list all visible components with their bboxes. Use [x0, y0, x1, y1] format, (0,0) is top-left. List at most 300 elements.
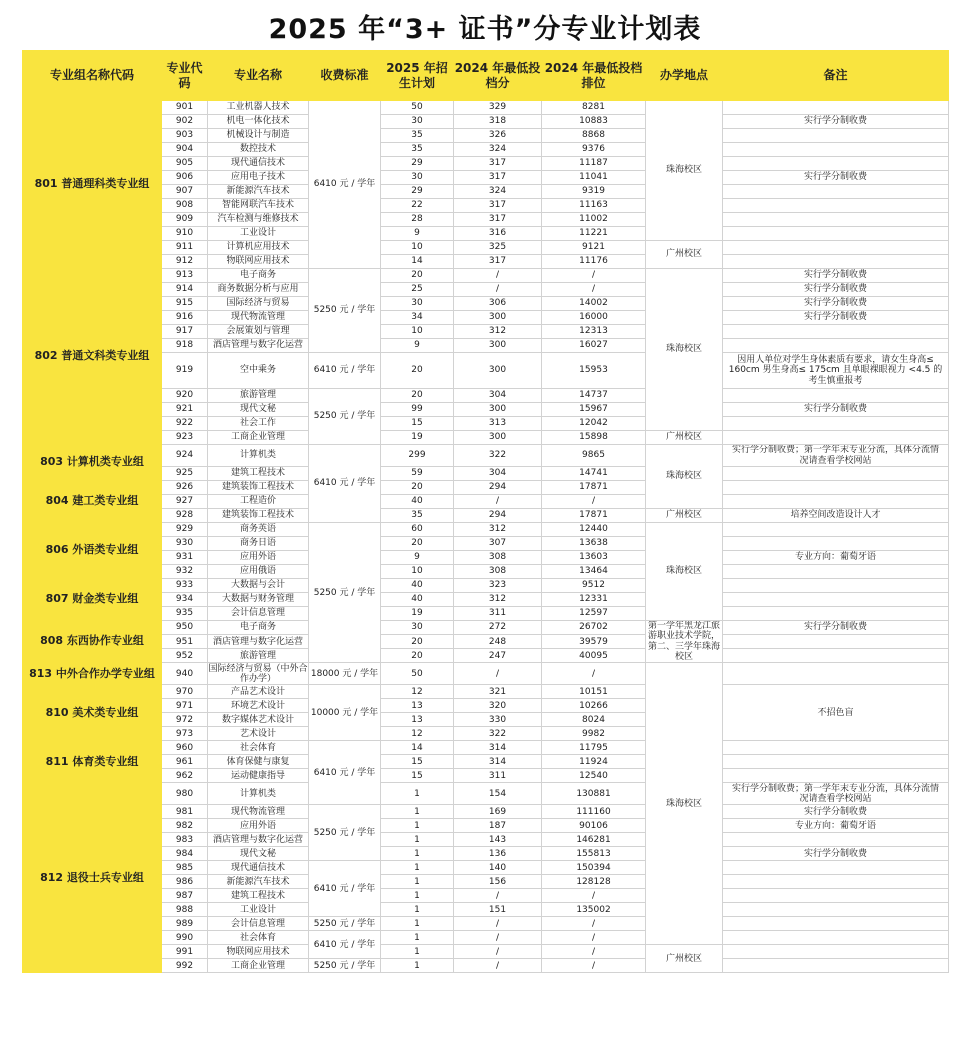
- major-code-cell: 991: [162, 945, 208, 959]
- plan-cell: 1: [381, 819, 454, 833]
- min-score-cell: 311: [454, 607, 542, 621]
- fee-cell: 6410 元 / 学年: [309, 861, 381, 917]
- min-score-cell: 300: [454, 339, 542, 353]
- major-name-cell: 建筑工程技术: [208, 889, 309, 903]
- note-cell: [723, 339, 949, 353]
- min-score-cell: 312: [454, 593, 542, 607]
- major-name-cell: 旅游管理: [208, 389, 309, 403]
- major-name-cell: 大数据与财务管理: [208, 593, 309, 607]
- min-score-cell: /: [454, 269, 542, 283]
- note-cell: [723, 495, 949, 509]
- note-cell: 实行学分制收费: [723, 847, 949, 861]
- plan-cell: 10: [381, 241, 454, 255]
- note-cell: 不招色盲: [723, 685, 949, 741]
- major-name-cell: 电子商务: [208, 621, 309, 635]
- min-rank-cell: /: [542, 959, 646, 973]
- min-score-cell: 323: [454, 579, 542, 593]
- plan-cell: 30: [381, 115, 454, 129]
- note-cell: 实行学分制收费: [723, 311, 949, 325]
- major-code-cell: 917: [162, 325, 208, 339]
- major-code-cell: 962: [162, 769, 208, 783]
- group-cell: 813 中外合作办学专业组: [23, 663, 162, 685]
- major-name-cell: 现代文秘: [208, 403, 309, 417]
- min-score-cell: 312: [454, 325, 542, 339]
- table-row: [23, 241, 949, 255]
- plan-cell: 99: [381, 403, 454, 417]
- fee-cell: 5250 元 / 学年: [309, 959, 381, 973]
- plan-cell: 1: [381, 917, 454, 931]
- group-cell: 808 东西协作专业组: [23, 621, 162, 663]
- note-cell: [723, 565, 949, 579]
- plan-cell: 15: [381, 769, 454, 783]
- min-score-cell: 318: [454, 115, 542, 129]
- min-rank-cell: /: [542, 269, 646, 283]
- major-name-cell: 机械设计与制造: [208, 129, 309, 143]
- table-row: [23, 389, 949, 403]
- major-name-cell: 物联网应用技术: [208, 255, 309, 269]
- min-score-cell: 300: [454, 353, 542, 389]
- major-code-cell: 927: [162, 495, 208, 509]
- group-cell: 812 退役士兵专业组: [23, 783, 162, 973]
- plan-cell: 12: [381, 685, 454, 699]
- major-code-cell: 908: [162, 199, 208, 213]
- table-row: [23, 403, 949, 417]
- min-rank-cell: /: [542, 283, 646, 297]
- major-code-cell: 921: [162, 403, 208, 417]
- min-score-cell: 140: [454, 861, 542, 875]
- major-code-cell: 935: [162, 607, 208, 621]
- min-rank-cell: 9121: [542, 241, 646, 255]
- major-name-cell: 环境艺术设计: [208, 699, 309, 713]
- note-cell: [723, 129, 949, 143]
- min-rank-cell: 11924: [542, 755, 646, 769]
- major-code-cell: 985: [162, 861, 208, 875]
- plan-cell: 14: [381, 255, 454, 269]
- table-row: [23, 227, 949, 241]
- note-cell: [723, 649, 949, 663]
- major-code-cell: 916: [162, 311, 208, 325]
- note-cell: 实行学分制收费: [723, 269, 949, 283]
- min-rank-cell: 8868: [542, 129, 646, 143]
- major-code-cell: 924: [162, 445, 208, 467]
- major-code-cell: 928: [162, 509, 208, 523]
- min-rank-cell: 111160: [542, 805, 646, 819]
- note-cell: [723, 579, 949, 593]
- fee-cell: 6410 元 / 学年: [309, 445, 381, 523]
- plan-cell: 19: [381, 431, 454, 445]
- min-score-cell: 151: [454, 903, 542, 917]
- min-score-cell: /: [454, 283, 542, 297]
- fee-cell: 6410 元 / 学年: [309, 101, 381, 269]
- major-code-cell: 919: [162, 353, 208, 389]
- min-score-cell: 294: [454, 481, 542, 495]
- plan-cell: 1: [381, 903, 454, 917]
- plan-cell: 40: [381, 495, 454, 509]
- table-row: [23, 325, 949, 339]
- note-cell: [723, 537, 949, 551]
- major-code-cell: 926: [162, 481, 208, 495]
- min-score-cell: 314: [454, 755, 542, 769]
- location-cell: 珠海校区: [646, 663, 723, 945]
- plan-cell: 15: [381, 755, 454, 769]
- note-cell: [723, 889, 949, 903]
- min-score-cell: 317: [454, 157, 542, 171]
- major-code-cell: 904: [162, 143, 208, 157]
- major-name-cell: 会展策划与管理: [208, 325, 309, 339]
- major-name-cell: 计算机应用技术: [208, 241, 309, 255]
- major-code-cell: 990: [162, 931, 208, 945]
- header-major: 专业名称: [208, 51, 309, 101]
- table-row: [23, 445, 949, 467]
- note-cell: 专业方向：葡萄牙语: [723, 551, 949, 565]
- plan-cell: 1: [381, 945, 454, 959]
- major-name-cell: 新能源汽车技术: [208, 185, 309, 199]
- table-row: [23, 523, 949, 537]
- major-code-cell: 912: [162, 255, 208, 269]
- plan-cell: 1: [381, 783, 454, 805]
- note-cell: [723, 917, 949, 931]
- major-name-cell: 汽车检测与维修技术: [208, 213, 309, 227]
- table-row: [23, 481, 949, 495]
- major-code-cell: 931: [162, 551, 208, 565]
- major-name-cell: 现代通信技术: [208, 157, 309, 171]
- min-score-cell: 308: [454, 565, 542, 579]
- min-rank-cell: 11795: [542, 741, 646, 755]
- table-row: [23, 143, 949, 157]
- plan-cell: 1: [381, 805, 454, 819]
- major-code-cell: 914: [162, 283, 208, 297]
- min-rank-cell: 10151: [542, 685, 646, 699]
- header-code: 专业代码: [162, 51, 208, 101]
- group-cell: 803 计算机类专业组: [23, 445, 162, 481]
- major-code-cell: 902: [162, 115, 208, 129]
- table-row: [23, 579, 949, 593]
- plan-cell: 40: [381, 593, 454, 607]
- table-row: [23, 903, 949, 917]
- fee-cell: 5250 元 / 学年: [309, 805, 381, 861]
- major-name-cell: 酒店管理与数字化运营: [208, 833, 309, 847]
- location-cell: 珠海校区: [646, 445, 723, 509]
- plan-cell: 10: [381, 565, 454, 579]
- major-code-cell: 923: [162, 431, 208, 445]
- min-rank-cell: 11163: [542, 199, 646, 213]
- plan-cell: 14: [381, 741, 454, 755]
- note-cell: 因用人单位对学生身体素质有要求，请女生身高≤ 160cm 男生身高≤ 175cm 且单眼裸眼视力 <4.5 的考生慎重报考: [723, 353, 949, 389]
- plan-table-container: [22, 50, 949, 973]
- plan-cell: 15: [381, 417, 454, 431]
- min-rank-cell: /: [542, 931, 646, 945]
- note-cell: 实行学分制收费: [723, 283, 949, 297]
- table-row: [23, 593, 949, 607]
- min-score-cell: /: [454, 945, 542, 959]
- plan-table: [22, 50, 949, 973]
- table-row: [23, 509, 949, 523]
- min-rank-cell: /: [542, 889, 646, 903]
- location-cell: 广州校区: [646, 945, 723, 973]
- min-rank-cell: 14002: [542, 297, 646, 311]
- note-cell: [723, 481, 949, 495]
- major-name-cell: 工商企业管理: [208, 959, 309, 973]
- min-score-cell: 272: [454, 621, 542, 635]
- min-score-cell: 154: [454, 783, 542, 805]
- location-cell: 珠海校区: [646, 101, 723, 241]
- fee-cell: 6410 元 / 学年: [309, 741, 381, 805]
- header-group: 专业组名称代码: [23, 51, 162, 101]
- table-row: [23, 607, 949, 621]
- note-cell: 实行学分制收费: [723, 171, 949, 185]
- location-cell: 第一学年黑龙江旅游职业技术学院，第二、三学年珠海校区: [646, 621, 723, 663]
- note-cell: 实行学分制收费: [723, 805, 949, 819]
- table-row: [23, 959, 949, 973]
- major-code-cell: 988: [162, 903, 208, 917]
- note-cell: [723, 101, 949, 115]
- table-row: [23, 269, 949, 283]
- table-row: [23, 129, 949, 143]
- major-code-cell: 961: [162, 755, 208, 769]
- major-name-cell: 艺术设计: [208, 727, 309, 741]
- table-row: [23, 805, 949, 819]
- table-row: [23, 945, 949, 959]
- table-row: [23, 621, 949, 635]
- plan-cell: 299: [381, 445, 454, 467]
- table-row: [23, 185, 949, 199]
- plan-cell: 12: [381, 727, 454, 741]
- major-code-cell: 987: [162, 889, 208, 903]
- major-code-cell: 980: [162, 783, 208, 805]
- major-code-cell: 971: [162, 699, 208, 713]
- note-cell: [723, 255, 949, 269]
- major-code-cell: 981: [162, 805, 208, 819]
- table-row: [23, 339, 949, 353]
- major-name-cell: 社会体育: [208, 741, 309, 755]
- min-score-cell: 304: [454, 467, 542, 481]
- min-score-cell: 317: [454, 213, 542, 227]
- group-cell: 810 美术类专业组: [23, 685, 162, 741]
- header-min-rank-2024: 2024 年最低投档排位: [542, 51, 646, 101]
- major-code-cell: 940: [162, 663, 208, 685]
- major-code-cell: 925: [162, 467, 208, 481]
- table-row: [23, 311, 949, 325]
- major-name-cell: 空中乘务: [208, 353, 309, 389]
- note-cell: [723, 467, 949, 481]
- table-row: [23, 157, 949, 171]
- note-cell: [723, 833, 949, 847]
- plan-cell: 9: [381, 551, 454, 565]
- min-score-cell: 313: [454, 417, 542, 431]
- major-name-cell: 酒店管理与数字化运营: [208, 339, 309, 353]
- min-score-cell: 329: [454, 101, 542, 115]
- min-score-cell: 317: [454, 199, 542, 213]
- min-score-cell: 321: [454, 685, 542, 699]
- note-cell: [723, 959, 949, 973]
- major-name-cell: 新能源汽车技术: [208, 875, 309, 889]
- major-code-cell: 989: [162, 917, 208, 931]
- min-rank-cell: 16000: [542, 311, 646, 325]
- plan-cell: 19: [381, 607, 454, 621]
- min-score-cell: 320: [454, 699, 542, 713]
- major-name-cell: 商务英语: [208, 523, 309, 537]
- min-rank-cell: 12597: [542, 607, 646, 621]
- major-name-cell: 计算机类: [208, 783, 309, 805]
- major-code-cell: 970: [162, 685, 208, 699]
- table-row: [23, 467, 949, 481]
- major-code-cell: 952: [162, 649, 208, 663]
- min-rank-cell: 11176: [542, 255, 646, 269]
- table-row: [23, 649, 949, 663]
- note-cell: 实行学分制收费；第一学年末专业分流，具体分流情况请查看学校网站: [723, 445, 949, 467]
- major-code-cell: 903: [162, 129, 208, 143]
- major-name-cell: 社会体育: [208, 931, 309, 945]
- min-rank-cell: 12440: [542, 523, 646, 537]
- min-rank-cell: 10883: [542, 115, 646, 129]
- min-rank-cell: 39579: [542, 635, 646, 649]
- plan-cell: 20: [381, 389, 454, 403]
- plan-cell: 9: [381, 339, 454, 353]
- plan-cell: 35: [381, 509, 454, 523]
- major-name-cell: 工业设计: [208, 903, 309, 917]
- min-score-cell: /: [454, 917, 542, 931]
- header-min-score-2024: 2024 年最低投档分: [454, 51, 542, 101]
- table-row: [23, 889, 949, 903]
- fee-cell: 5250 元 / 学年: [309, 917, 381, 931]
- major-name-cell: 数字媒体艺术设计: [208, 713, 309, 727]
- major-code-cell: 901: [162, 101, 208, 115]
- location-cell: 广州校区: [646, 241, 723, 269]
- note-cell: 实行学分制收费: [723, 403, 949, 417]
- major-name-cell: 现代物流管理: [208, 311, 309, 325]
- table-row: [23, 255, 949, 269]
- major-code-cell: 922: [162, 417, 208, 431]
- major-code-cell: 986: [162, 875, 208, 889]
- table-row: [23, 495, 949, 509]
- note-cell: [723, 213, 949, 227]
- min-score-cell: 248: [454, 635, 542, 649]
- table-row: [23, 931, 949, 945]
- group-cell: 807 财金类专业组: [23, 579, 162, 621]
- plan-cell: 35: [381, 143, 454, 157]
- major-name-cell: 工程造价: [208, 495, 309, 509]
- min-rank-cell: 15953: [542, 353, 646, 389]
- plan-cell: 30: [381, 297, 454, 311]
- min-score-cell: 136: [454, 847, 542, 861]
- note-cell: [723, 241, 949, 255]
- min-rank-cell: 12540: [542, 769, 646, 783]
- table-row: [23, 635, 949, 649]
- note-cell: [723, 417, 949, 431]
- major-name-cell: 工业机器人技术: [208, 101, 309, 115]
- major-name-cell: 物联网应用技术: [208, 945, 309, 959]
- min-score-cell: 326: [454, 129, 542, 143]
- min-rank-cell: /: [542, 945, 646, 959]
- min-score-cell: 324: [454, 143, 542, 157]
- min-score-cell: 322: [454, 727, 542, 741]
- note-cell: [723, 635, 949, 649]
- plan-cell: 40: [381, 579, 454, 593]
- plan-cell: 59: [381, 467, 454, 481]
- min-rank-cell: 11002: [542, 213, 646, 227]
- min-rank-cell: 11221: [542, 227, 646, 241]
- table-row: [23, 565, 949, 579]
- min-rank-cell: 17871: [542, 509, 646, 523]
- fee-cell: 5250 元 / 学年: [309, 523, 381, 663]
- major-code-cell: 992: [162, 959, 208, 973]
- table-row: [23, 283, 949, 297]
- min-rank-cell: 40095: [542, 649, 646, 663]
- plan-cell: 30: [381, 171, 454, 185]
- plan-cell: 1: [381, 889, 454, 903]
- major-code-cell: 973: [162, 727, 208, 741]
- note-cell: [723, 741, 949, 755]
- min-rank-cell: 11041: [542, 171, 646, 185]
- note-cell: [723, 593, 949, 607]
- min-rank-cell: 9319: [542, 185, 646, 199]
- major-code-cell: 972: [162, 713, 208, 727]
- min-rank-cell: 15898: [542, 431, 646, 445]
- location-cell: 广州校区: [646, 509, 723, 523]
- note-cell: [723, 431, 949, 445]
- table-row: [23, 847, 949, 861]
- min-rank-cell: 90106: [542, 819, 646, 833]
- min-score-cell: 317: [454, 171, 542, 185]
- major-code-cell: 910: [162, 227, 208, 241]
- min-rank-cell: 11187: [542, 157, 646, 171]
- plan-cell: 30: [381, 621, 454, 635]
- major-name-cell: 工商企业管理: [208, 431, 309, 445]
- major-name-cell: 商务日语: [208, 537, 309, 551]
- major-name-cell: 计算机类: [208, 445, 309, 467]
- min-rank-cell: 128128: [542, 875, 646, 889]
- fee-cell: 18000 元 / 学年: [309, 663, 381, 685]
- table-row: [23, 551, 949, 565]
- plan-cell: 1: [381, 847, 454, 861]
- table-row: [23, 783, 949, 805]
- min-rank-cell: /: [542, 663, 646, 685]
- note-cell: [723, 227, 949, 241]
- note-cell: 专业方向：葡萄牙语: [723, 819, 949, 833]
- min-score-cell: 312: [454, 523, 542, 537]
- min-score-cell: 306: [454, 297, 542, 311]
- table-row: [23, 213, 949, 227]
- major-code-cell: 909: [162, 213, 208, 227]
- plan-cell: 35: [381, 129, 454, 143]
- major-code-cell: 950: [162, 621, 208, 635]
- major-name-cell: 现代文秘: [208, 847, 309, 861]
- group-cell: 804 建工类专业组: [23, 481, 162, 523]
- plan-cell: 1: [381, 861, 454, 875]
- major-code-cell: 906: [162, 171, 208, 185]
- major-name-cell: 建筑工程技术: [208, 467, 309, 481]
- fee-cell: 5250 元 / 学年: [309, 269, 381, 353]
- major-name-cell: 社会工作: [208, 417, 309, 431]
- min-score-cell: 300: [454, 311, 542, 325]
- major-name-cell: 旅游管理: [208, 649, 309, 663]
- table-row: [23, 115, 949, 129]
- plan-cell: 13: [381, 713, 454, 727]
- min-rank-cell: 8281: [542, 101, 646, 115]
- min-score-cell: 316: [454, 227, 542, 241]
- header-row: [23, 51, 949, 101]
- group-cell: 802 普通文科类专业组: [23, 269, 162, 445]
- note-cell: 实行学分制收费: [723, 621, 949, 635]
- page-title: 2025 年“3+ 证书”分专业计划表: [268, 14, 702, 45]
- min-rank-cell: 12313: [542, 325, 646, 339]
- note-cell: 实行学分制收费: [723, 297, 949, 311]
- location-cell: 广州校区: [646, 431, 723, 445]
- min-rank-cell: 10266: [542, 699, 646, 713]
- min-score-cell: 322: [454, 445, 542, 467]
- major-name-cell: 国际经济与贸易: [208, 297, 309, 311]
- note-cell: [723, 523, 949, 537]
